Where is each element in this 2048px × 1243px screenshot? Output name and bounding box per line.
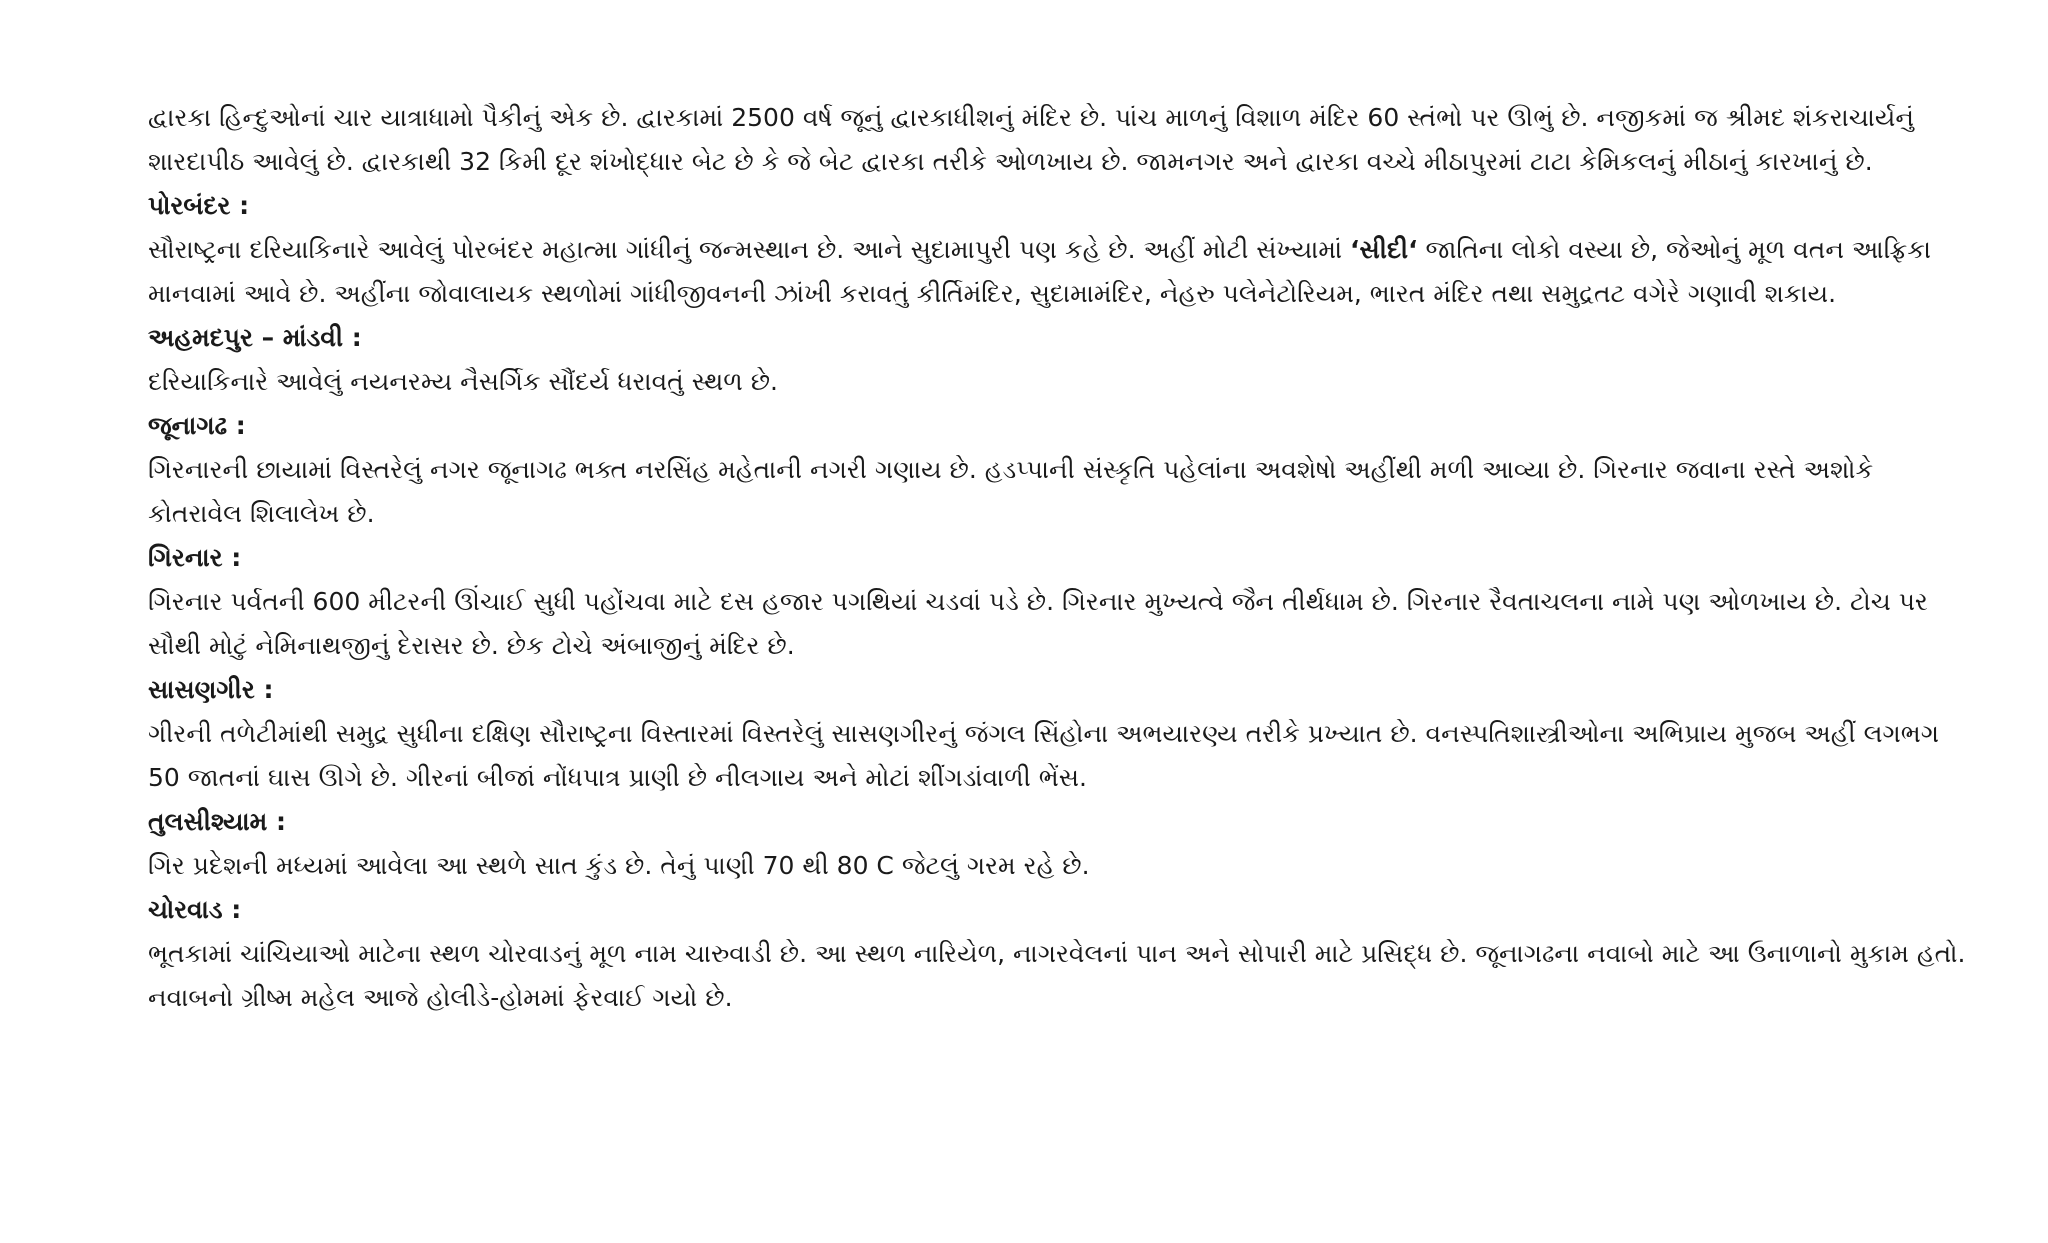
girnar-paragraph: ગિરનાર પર્વતની 600 મીટરની ઊંચાઈ સુધી પહોંચવા માટે દસ હજાર પગથિયાં ચડવાં પડે છે. ગિરનાર મુખ્યત્વે જૈન તીર્થધામ છે. ગિરનાર રૈવતાચલના નામે પણ ઓળખાય છે. ટોચ પર સૌથી મોટું નેમિનાથજીનું દેરાસર છે. છેક ટોચે અંબાજીનું મંદિર છે. (148, 587, 1928, 660)
chorwad-paragraph: ભૂતકામાં ચાંચિયાઓ માટેના સ્થળ ચોરવાડનું મૂળ નામ ચારુવાડી છે. આ સ્થળ નારિયેળ, નાગરવેલનાં પાન અને સોપારી માટે પ્રસિદ્ધ છે. જૂનાગઢના નવાબો માટે આ ઉનાળાનો મુકામ હતો. નવાબનો ગ્રીષ્મ મહેલ આજે હોલીડે-હોમમાં ફેરવાઈ ગયો છે. (148, 939, 1966, 1012)
sidi-term: ‘સીદી‘ (1350, 235, 1418, 264)
porbandar-text-after: જાતિના લોકો વસ્યા છે, જેઓનું મૂળ વતન આફ્રિકા માનવામાં આવે છે. અહીંના જોવાલાયક સ્થળોમાં ગાંધીજીવનની ઝાંખી કરાવતું કીર્તિમંદિર, સુદામામંદિર, નેહરુ પલેનેટોરિયમ, ભારત મંદિર તથા સમુદ્રતટ વગેરે ગણાવી શકાય. (148, 235, 1931, 308)
porbandar-text-before: સૌરાષ્ટ્રના દરિયાકિનારે આવેલું પોરબંદર મહાત્મા ગાંધીનું જન્મસ્થાન છે. આને સુદામાપુરી પણ કહે છે. અહીં મોટી સંખ્યામાં (148, 235, 1351, 264)
tulsishyam-paragraph: ગિર પ્રદેશની મધ્યમાં આવેલા આ સ્થળે સાત કુંડ છે. તેનું પાણી 70 થી 80 C જેટલું ગરમ રહે છે. (148, 851, 1090, 880)
dwarka-paragraph: દ્વારકા હિન્દુઓનાં ચાર યાત્રાધામો પૈકીનું એક છે. દ્વારકામાં 2500 વર્ષ જૂનું દ્વારકાધીશનું મંદિર છે. પાંચ માળનું વિશાળ મંદિર 60 સ્તંભો પર ઊભું છે. નજીકમાં જ શ્રીમદ શંકરાચાર્યનું શારદાપીઠ આવેલું છે. દ્વારકાથી 32 કિમી દૂર શંખોદ્ધાર બેટ છે કે જે બેટ દ્વારકા તરીકે ઓળખાય છે. જામનગર અને દ્વારકા વચ્ચે મીઠાપુરમાં ટાટા કેમિકલનું મીઠાનું કારખાનું છે. (148, 103, 1914, 176)
ahmedpur-mandvi-paragraph: દરિયાકિનારે આવેલું નયનરમ્ય નૈસર્ગિક સૌંદર્ય ધરાવતું સ્થળ છે. (148, 367, 778, 396)
junagadh-heading: જૂનાગઢ : (148, 411, 246, 440)
sasangir-heading: સાસણગીર : (148, 675, 274, 704)
junagadh-paragraph: ગિરનારની છાયામાં વિસ્તરેલું નગર જૂનાગઢ ભક્ત નરસિંહ મહેતાની નગરી ગણાય છે. હડપ્પાની સંસ્કૃતિ પહેલાંના અવશેષો અહીંથી મળી આવ્યા છે. ગિરનાર જવાના રસ્તે અશોકે કોતરાવેલ શિલાલેખ છે. (148, 455, 1874, 528)
girnar-heading: ગિરનાર : (148, 543, 242, 572)
ahmedpur-mandvi-heading: અહમદપુર – માંડવી : (148, 323, 362, 352)
porbandar-heading: પોરબંદર : (148, 191, 250, 220)
chorwad-heading: ચોરવાડ : (148, 895, 242, 924)
tulsishyam-heading: તુલસીશ્યામ : (148, 807, 287, 836)
sasangir-paragraph: ગીરની તળેટીમાંથી સમુદ્ર સુધીના દક્ષિણ સૌરાષ્ટ્રના વિસ્તારમાં વિસ્તરેલું સાસણગીરનું જંગલ સિંહોના અભયારણ્ય તરીકે પ્રખ્યાત છે. વનસ્પતિશાસ્ત્રીઓના અભિપ્રાય મુજબ અહીં લગભગ 50 જાતનાં ઘાસ ઊગે છે. ગીરનાં બીજાં નોંધપાત્ર પ્રાણી છે નીલગાય અને મોટાં શીંગડાંવાળી ભેંસ. (148, 719, 1940, 792)
porbandar-paragraph (148, 228, 1968, 316)
document-page (148, 96, 1968, 1020)
